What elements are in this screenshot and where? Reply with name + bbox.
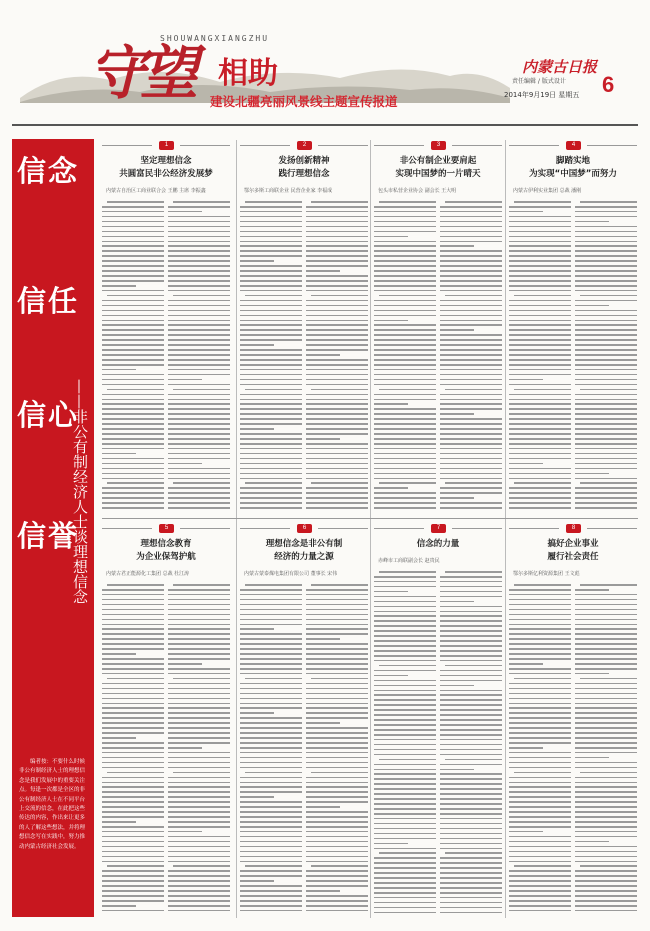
article-text-column [306, 201, 368, 516]
masthead-calligraphy: 守望 [88, 39, 193, 107]
sidebar-vertical-title: ——非公有制经济人士谈理想信念 [71, 379, 89, 604]
article-rule [180, 145, 230, 146]
article-headline: 理想信念是非公有制 [265, 539, 343, 549]
article-text-column [168, 201, 230, 516]
column-divider [236, 140, 237, 918]
article-byline: 内蒙古蒙泰煤电集团有限公司 董事长 宋伟 [244, 571, 338, 577]
article-rule [374, 145, 424, 146]
article-rule [509, 145, 559, 146]
masthead-pinyin: SHOUWANGXIANGZHU [160, 34, 270, 43]
newspaper-logo: 内蒙古日报 [522, 58, 598, 76]
article-headline: 非公有制企业要肩起 [399, 156, 477, 166]
article-rule [452, 145, 502, 146]
article-rule [102, 528, 152, 529]
article-headline: 发扬创新精神 [278, 156, 330, 166]
article-byline: 鄂尔多斯亿利资源集团 王文彪 [513, 571, 580, 577]
article-byline: 内蒙古自治区工商业联合会 王鹏 主席 李振鑫 [106, 188, 206, 194]
article-headline: 经济的力量之源 [274, 552, 334, 562]
article-text-column [102, 201, 164, 516]
masthead [0, 0, 650, 128]
article-body [374, 571, 502, 918]
article-byline: 包头市私营企业协会 副会长 王大明 [378, 188, 457, 194]
masthead-divider [12, 124, 638, 126]
article-rule [318, 528, 368, 529]
article-3 [374, 141, 502, 516]
article-text-column [575, 201, 637, 516]
article-text-column [509, 584, 571, 918]
page-number: 6 [602, 72, 615, 97]
article-number-badge: 3 [431, 141, 446, 150]
article-headline: 履行社会责任 [547, 552, 599, 562]
article-rule [240, 145, 290, 146]
article-number-badge: 1 [159, 141, 174, 150]
article-number-badge: 8 [566, 524, 581, 533]
article-rule [102, 145, 152, 146]
article-6 [240, 524, 368, 918]
article-rule [509, 528, 559, 529]
article-1 [102, 141, 230, 516]
article-body [374, 201, 502, 516]
article-headline: 脚踏实地 [555, 156, 590, 166]
article-8 [509, 524, 637, 918]
article-body [509, 584, 637, 918]
article-rule [374, 528, 424, 529]
article-number-badge: 5 [159, 524, 174, 533]
article-byline: 内蒙古伊利实业集团 总裁 潘刚 [513, 188, 582, 194]
sidebar-word-confidence: 信心 [17, 398, 80, 432]
article-body [509, 201, 637, 516]
sidebar-word-faith: 信念 [17, 154, 80, 188]
article-text-column [374, 571, 436, 918]
article-body [102, 584, 230, 918]
article-text-column [102, 584, 164, 918]
article-text-column [440, 201, 502, 516]
article-headline: 为实现“中国梦”而努力 [529, 169, 617, 179]
article-body [240, 201, 368, 516]
article-text-column [440, 571, 502, 918]
sidebar-word-trust: 信任 [17, 284, 80, 318]
column-divider [370, 140, 371, 918]
article-byline: 内蒙古君正能源化工集团 总裁 杜江涛 [106, 571, 190, 577]
article-number-badge: 7 [431, 524, 446, 533]
article-number-badge: 2 [297, 141, 312, 150]
article-7 [374, 524, 502, 918]
article-rule [452, 528, 502, 529]
column-divider [505, 140, 506, 918]
article-body [240, 584, 368, 918]
article-text-column [509, 201, 571, 516]
masthead-subtitle: 建设北疆亮丽风景线主题宣传报道 [210, 94, 398, 109]
masthead-title: 相助 [218, 56, 278, 91]
article-text-column [240, 584, 302, 918]
issue-date: 2014年9月19日 星期五 [504, 91, 580, 99]
article-rule [587, 145, 637, 146]
article-headline: 坚定理想信念 [140, 156, 192, 166]
article-headline: 实现中国梦的一片晴天 [395, 169, 481, 179]
sidebar-intro-text: 编者按：不要什么时候非公有制经济人士的理想信念是我们发展中的重要关注点。每逢一次都是全区的非公有制经济人士在不同平台上交流的信念，在此把这些传达的内容，作出来让更多的人了解这些想法，并将理想信念写在实践中，努力推动内蒙古经济社会发展。 [19, 759, 86, 850]
article-headline: 为企业保驾护航 [136, 552, 196, 562]
article-headline: 理想信念教育 [140, 539, 192, 549]
article-text-column [240, 201, 302, 516]
article-body [102, 201, 230, 516]
article-byline: 赤峰市工商联副会长 赵贵民 [378, 558, 440, 564]
article-headline: 践行理想信念 [278, 169, 330, 179]
article-number-badge: 6 [297, 524, 312, 533]
sidebar-word-credibility: 信誉 [17, 519, 80, 553]
article-5 [102, 524, 230, 918]
red-sidebar [12, 139, 94, 917]
article-number-badge: 4 [566, 141, 581, 150]
article-rule [587, 528, 637, 529]
article-text-column [168, 584, 230, 918]
article-text-column [306, 584, 368, 918]
article-headline: 搞好企业事业 [547, 539, 599, 549]
article-headline: 共圆富民非公经济发展梦 [119, 169, 213, 179]
article-headline: 信念的力量 [416, 539, 460, 549]
article-4 [509, 141, 637, 516]
article-rule [180, 528, 230, 529]
row-divider [102, 518, 638, 519]
article-2 [240, 141, 368, 516]
edition-meta: 责任编辑 / 版式设计 [512, 78, 566, 85]
article-text-column [374, 201, 436, 516]
article-byline: 鄂尔多斯工商联企业 民营企业家 李福成 [244, 188, 333, 194]
article-rule [240, 528, 290, 529]
article-rule [318, 145, 368, 146]
article-text-column [575, 584, 637, 918]
